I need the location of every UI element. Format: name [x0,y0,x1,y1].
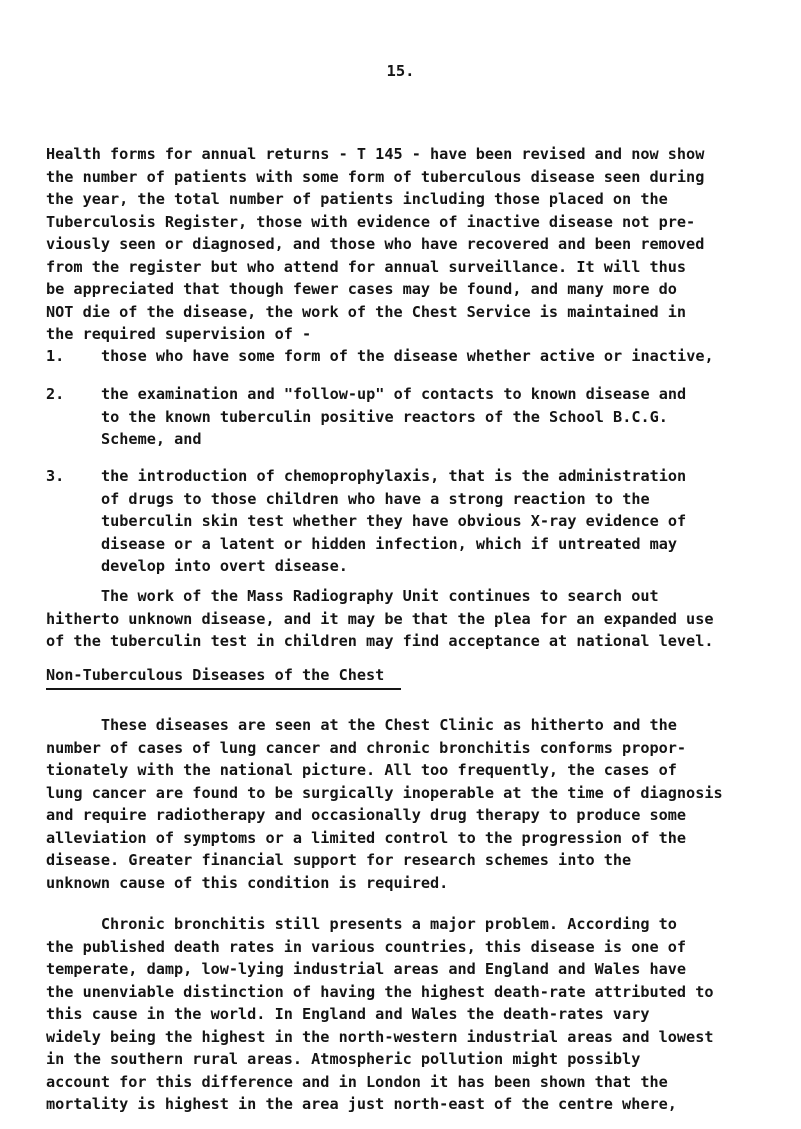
mass-radiography-paragraph: The work of the Mass Radiography Unit continues to search out hitherto unknown disease, and it may be that the plea for an expanded use of the tuberculin test in children may find acceptance at national level. [46,587,714,650]
bronchitis-paragraph: Chronic bronchitis still presents a major problem. According to the published death rates in various countries, this disease is one of temperate, damp, low-lying industrial areas and England and Wales have the unenviable distinction of having the highest death-rate attributed to this cause in the world. In England and Wales the death-rates vary widely being the highest in the north-western industrial areas and lowest in the southern rural areas. Atmospheric pollution might possibly account for this difference and in London it has been shown that the mortality is highest in the area just north-east of the centre where, [46,915,714,1113]
list-item-number: 3. [46,467,65,485]
section-heading: Non-Tuberculous Diseases of the Chest [46,666,385,684]
heading-underline [46,688,401,690]
list-item-text: the examination and "follow-up" of contacts to known disease and to the known tuberculin positive reactors of the School B.C.G. Scheme, and [101,385,687,448]
list-item-number: 1. [46,347,65,365]
list-item-text: the introduction of chemoprophylaxis, that is the administration of drugs to those children who have a strong reaction to the tuberculin skin test whether they have obvious X-ray evidence of disease or a latent or hidden infection, which if untreated may develop into overt disease. [101,467,687,575]
list-item-text: those who have some form of the disease whether active or inactive, [101,347,714,365]
lung-cancer-paragraph: These diseases are seen at the Chest Clinic as hitherto and the number of cases of lung cancer and chronic bronchitis conforms propor- tionately with the national picture. All too frequently, the cases of lung cancer are found to be surgically inoperable at the time of diagnosis and require radiotherapy and occasionally drug therapy to produce some alleviation of symptoms or a limited control to the progression of the disease. Greater financial support for research schemes into the unknown cause of this condition is required. [46,716,723,892]
list-item-number: 2. [46,385,65,403]
intro-paragraph: Health forms for annual returns - T 145 - have been revised and now show the number of patients with some form of tuberculous disease seen during the year, the total number of patients including those placed on the Tuberculosis Register, those with evidence of inactive disease not pre- viously seen or diagnosed, and those who have recovered and been removed from the register but who attend for annual surveillance. It will thus be appreciated that though fewer cases may be found, and many more do NOT die of the disease, the work of the Chest Service is maintained in the required supervision of - [46,145,705,343]
page-number: 15. [386,62,415,80]
